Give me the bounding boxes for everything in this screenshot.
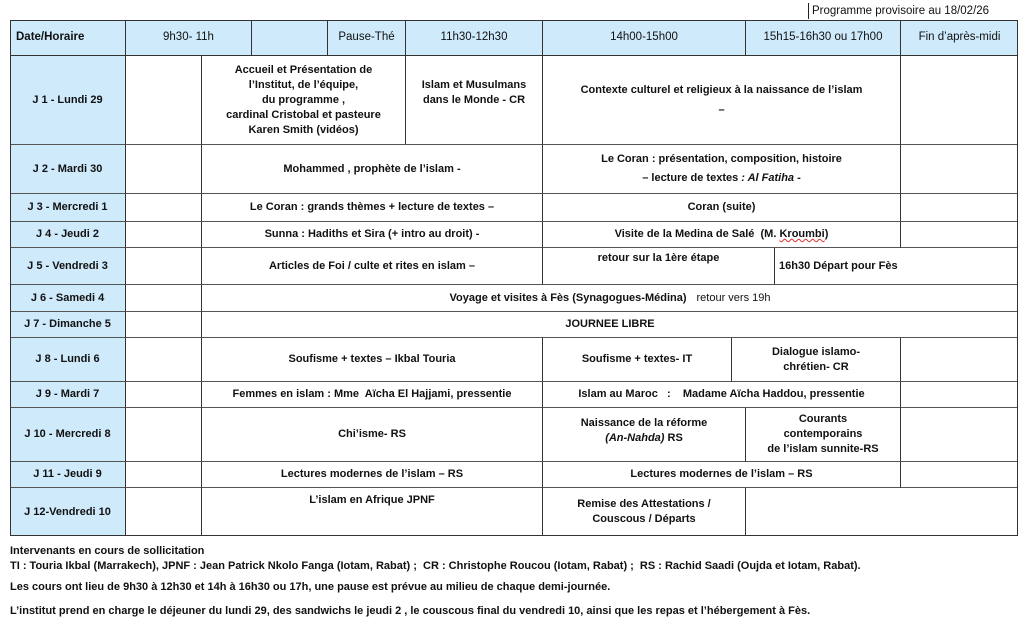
header-slot-11h30: 11h30-12h30 xyxy=(406,20,543,56)
line: Accueil et Présentation de xyxy=(234,63,373,76)
empty-cell-j5 xyxy=(126,248,202,285)
date-cell-j3: J 3 - Mercredi 1 xyxy=(10,194,126,222)
line: Courants xyxy=(798,413,848,425)
date-cell-j9: J 9 - Mardi 7 xyxy=(10,382,126,408)
activity-j5-articles-foi: Articles de Foi / culte et rites en islam – xyxy=(202,248,543,285)
header-slot-empty xyxy=(252,20,328,56)
programme-status-note: Programme provisoire au 18/02/26 xyxy=(808,3,1020,19)
date-cell-j12: J 12-Vendredi 10 xyxy=(10,488,126,536)
date-cell-j6: J 6 - Samedi 4 xyxy=(10,285,126,312)
activity-j10-courants xyxy=(746,408,901,462)
empty-cell-j12-end xyxy=(746,488,1018,536)
activity-j8-soufisme: Soufisme + textes – Ikbal Touria xyxy=(202,338,543,382)
line: contemporains xyxy=(783,428,863,440)
line: Karen Smith (vidéos) xyxy=(248,123,359,136)
text: ) xyxy=(824,228,829,240)
empty-cell-j11 xyxy=(126,462,202,488)
activity-j5-retour: retour sur la 1ère étape xyxy=(543,248,775,285)
return-note: retour vers 19h xyxy=(696,291,771,304)
line: l’Institut, de l’équipe, xyxy=(248,78,359,91)
line: Naissance de la réforme xyxy=(580,416,708,429)
empty-cell-j10 xyxy=(126,408,202,462)
activity-j6-voyage-fes xyxy=(202,285,1018,312)
activity-j11-lectures-afternoon: Lectures modernes de l’islam – RS xyxy=(543,462,901,488)
hours-note: Les cours ont lieu de 9h30 à 12h30 et 14h à 16h30 ou 17h, une pause est prévue au milieu de chaque demi-journée. xyxy=(10,581,611,593)
activity-j1-welcome xyxy=(202,56,406,145)
activity-j12-afrique: L’islam en Afrique JPNF xyxy=(202,488,543,536)
activity-j3-coran-themes: Le Coran : grands thèmes + lecture de textes – xyxy=(202,194,543,222)
date-cell-j1: J 1 - Lundi 29 xyxy=(10,56,126,145)
activity-j9-femmes: Femmes en islam : Mme Aïcha El Hajjami, pressentie xyxy=(202,382,543,408)
activity-j2-mohammed: Mohammed , prophète de l’islam - xyxy=(202,145,543,194)
empty-cell-j3-end xyxy=(901,194,1018,222)
speakers-title: Intervenants en cours de sollicitation xyxy=(10,545,205,557)
activity-j1-contexte xyxy=(543,56,901,145)
empty-cell-j2 xyxy=(126,145,202,194)
activity-j4-sunna: Sunna : Hadiths et Sira (+ intro au droit) - xyxy=(202,222,543,248)
text: Visite de la Medina de Salé (M. xyxy=(614,228,780,240)
empty-cell-j10-end xyxy=(901,408,1018,462)
line: Le Coran : présentation, composition, histoire xyxy=(601,153,842,165)
empty-cell-j8 xyxy=(126,338,202,382)
activity-j8-dialogue xyxy=(732,338,901,382)
line: – xyxy=(718,104,725,116)
activity-j2-coran xyxy=(543,145,901,194)
empty-cell-j1 xyxy=(126,56,202,145)
empty-cell-j4-end xyxy=(901,222,1018,248)
line: cardinal Cristobal et pasteure xyxy=(226,108,381,121)
empty-cell-j1-end xyxy=(901,56,1018,145)
empty-cell-j6 xyxy=(126,285,202,312)
activity-j8-soufisme-it: Soufisme + textes- IT xyxy=(543,338,732,382)
header-slot-15h15: 15h15-16h30 ou 17h00 xyxy=(746,20,901,56)
empty-cell-j11-end xyxy=(901,462,1018,488)
empty-cell-j9 xyxy=(126,382,202,408)
text: RS xyxy=(664,431,683,444)
spellcheck-word: Kroumbi xyxy=(779,228,825,240)
empty-cell-j4 xyxy=(126,222,202,248)
empty-cell-j7 xyxy=(126,312,202,338)
date-cell-j8: J 8 - Lundi 6 xyxy=(10,338,126,382)
text-italic: (An-Nahda) xyxy=(605,431,665,444)
date-cell-j2: J 2 - Mardi 30 xyxy=(10,145,126,194)
text: – lecture de textes xyxy=(642,172,742,184)
text-italic: : Al Fatiha xyxy=(741,172,795,184)
line: Dialogue islamo- xyxy=(771,345,861,358)
speakers-list: TI : Touria Ikbal (Marrakech), JPNF : Jean Patrick Nkolo Fanga (Iotam, Rabat) ; CR : Christophe Roucou (Iotam, Rabat) ; RS : Rachid Saadi (Oujda et Iotam, Rabat). xyxy=(10,560,861,572)
text: Voyage et visites à Fès (Synagogues-Médina) xyxy=(449,291,687,304)
line: chrétien- CR xyxy=(783,360,849,373)
header-slot-9h30: 9h30- 11h xyxy=(126,20,252,56)
activity-j12-remise xyxy=(543,488,746,536)
header-slot-end: Fin d’après-midi xyxy=(901,20,1018,56)
activity-j10-chiisme: Chi’isme- RS xyxy=(202,408,543,462)
activity-j4-visite-sale xyxy=(543,222,901,248)
line xyxy=(642,169,801,188)
meals-note: L’institut prend en charge le déjeuner du lundi 29, des sandwichs le jeudi 2 , le couscous final du vendredi 10, ainsi que les repas et l’hébergement à Fès. xyxy=(10,605,811,617)
activity-j5-depart-fes: 16h30 Départ pour Fès xyxy=(775,248,1018,285)
activity-j1-islam-monde xyxy=(406,56,543,145)
date-cell-j5: J 5 - Vendredi 3 xyxy=(10,248,126,285)
line: dans le Monde - CR xyxy=(422,94,526,106)
header-pause: Pause-Thé xyxy=(328,20,406,56)
line: Islam et Musulmans xyxy=(421,79,527,91)
line xyxy=(605,431,683,446)
line: Couscous / Départs xyxy=(592,513,696,525)
activity-j7-libre: JOURNEE LIBRE xyxy=(202,312,1018,338)
text: - xyxy=(794,172,801,184)
activity-j3-coran-suite: Coran (suite) xyxy=(543,194,901,222)
empty-cell-j12 xyxy=(126,488,202,536)
line: Contexte culturel et religieux à la naissance de l’islam xyxy=(580,84,863,96)
empty-cell-j2-end xyxy=(901,145,1018,194)
empty-cell-j8-end xyxy=(901,338,1018,382)
activity-j9-maroc: Islam au Maroc : Madame Aïcha Haddou, pressentie xyxy=(543,382,901,408)
date-cell-j7: J 7 - Dimanche 5 xyxy=(10,312,126,338)
footnotes xyxy=(10,544,1015,619)
line: de l’islam sunnite-RS xyxy=(767,443,879,455)
line: du programme , xyxy=(261,93,346,106)
header-date: Date/Horaire xyxy=(10,20,126,56)
empty-cell-j3 xyxy=(126,194,202,222)
line: Remise des Attestations / xyxy=(577,498,711,510)
date-cell-j11: J 11 - Jeudi 9 xyxy=(10,462,126,488)
date-cell-j10: J 10 - Mercredi 8 xyxy=(10,408,126,462)
activity-j10-reforme xyxy=(543,408,746,462)
activity-j11-lectures-morning: Lectures modernes de l’islam – RS xyxy=(202,462,543,488)
date-cell-j4: J 4 - Jeudi 2 xyxy=(10,222,126,248)
empty-cell-j9-end xyxy=(901,382,1018,408)
header-slot-14h00: 14h00-15h00 xyxy=(543,20,746,56)
